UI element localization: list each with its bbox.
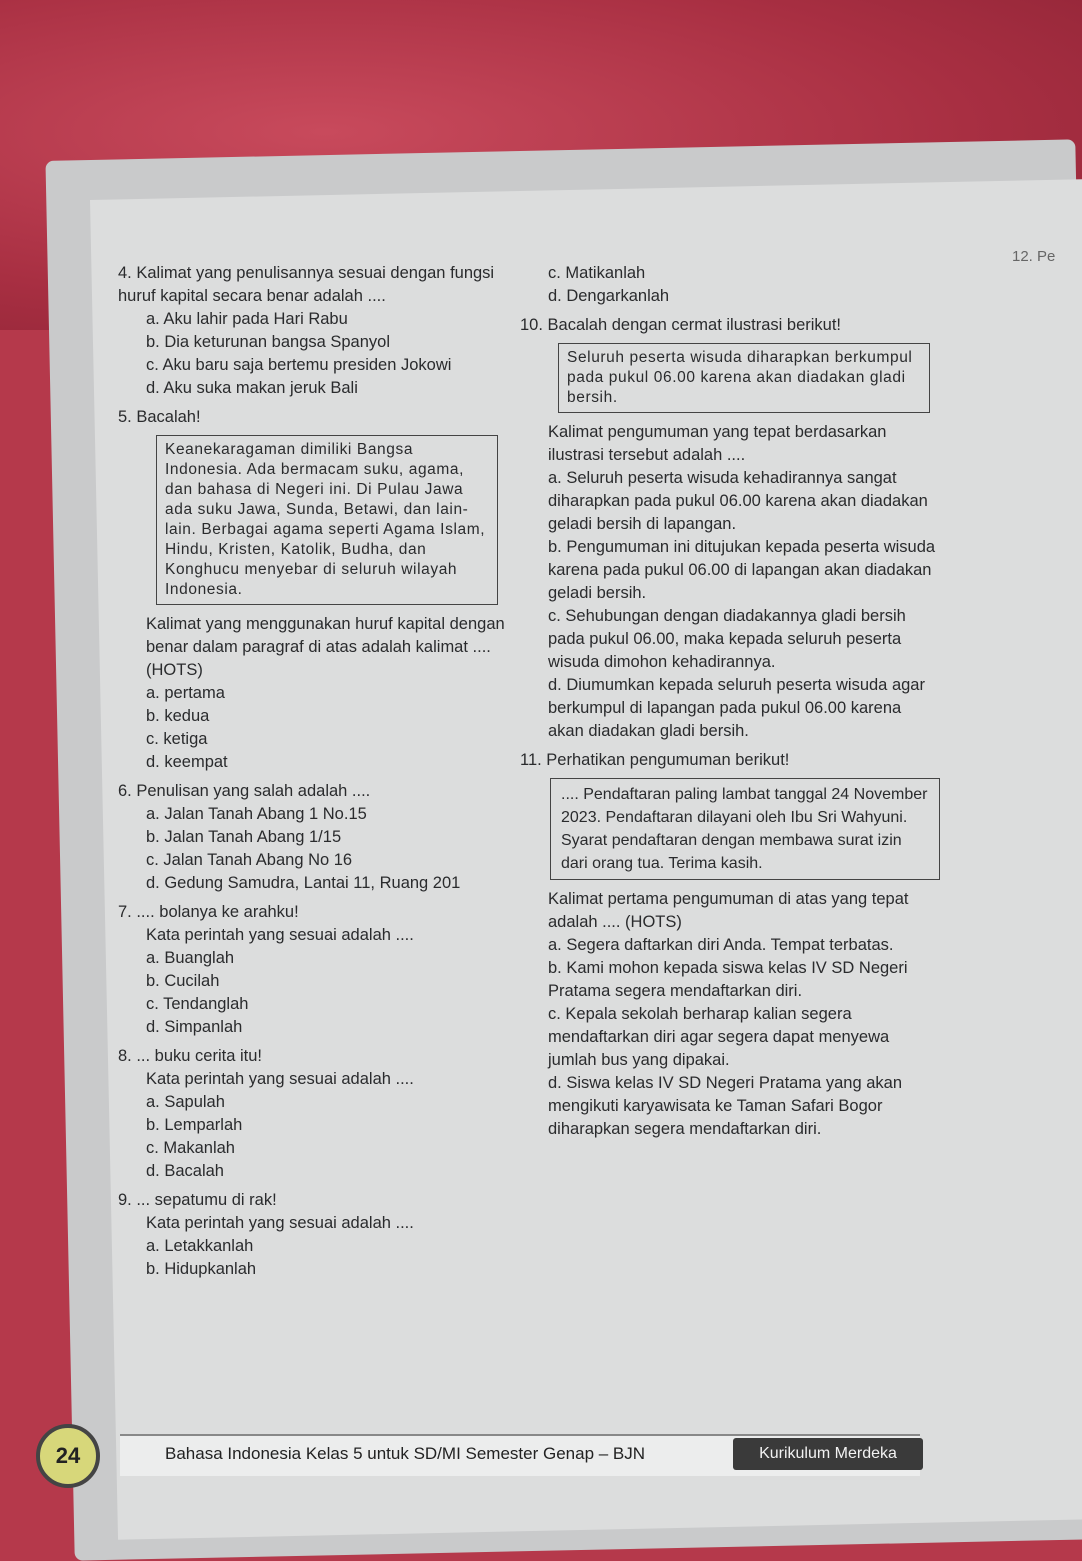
q4-option-a: a. Aku lahir pada Hari Rabu xyxy=(146,310,348,328)
q7-option-a: a. Buanglah xyxy=(146,949,235,967)
q4-option-d: d. Aku suka makan jeruk Bali xyxy=(146,379,358,397)
question-7: 7. .... bolanya ke arahku! xyxy=(118,903,299,921)
question-6: 6. Penulisan yang salah adalah .... xyxy=(118,782,371,800)
q10-option-a: a. Seluruh peserta wisuda kehadirannya sangat diharapkan pada pukul 06.00 karena akan diadakan geladi bersih di lapangan. xyxy=(548,469,928,533)
question-4: 4. Kalimat yang penulisannya sesuai dengan fungsi huruf kapital secara benar adalah .... xyxy=(118,264,495,305)
curriculum-badge: Kurikulum Merdeka xyxy=(733,1438,923,1470)
question-11: 11. Perhatikan pengumuman berikut! xyxy=(520,751,790,769)
q11-notice: .... Pendaftaran paling lambat tanggal 24 November 2023. Pendaftaran dilayani oleh Ibu Sri Wahyuni. Syarat pendaftaran dengan membawa surat izin dari orang tua. Terima kasih. xyxy=(550,778,940,880)
q9-option-b: b. Hidupkanlah xyxy=(146,1260,257,1278)
q7-option-d: d. Simpanlah xyxy=(146,1018,243,1036)
question-8: 8. ... buku cerita itu! xyxy=(118,1047,262,1065)
q6-option-c: c. Jalan Tanah Abang No 16 xyxy=(146,851,353,869)
q5-stem: Kalimat yang menggunakan huruf kapital dengan benar dalam paragraf di atas adalah kalimat .... (HOTS) xyxy=(146,615,505,679)
q7-stem: Kata perintah yang sesuai adalah .... xyxy=(146,926,414,944)
q4-option-c-right: c. Matikanlah xyxy=(548,264,646,282)
q4-option-b: b. Dia keturunan bangsa Spanyol xyxy=(146,333,391,351)
q9-stem: Kata perintah yang sesuai adalah .... xyxy=(146,1214,414,1232)
q5-option-b: b. kedua xyxy=(146,707,210,725)
q10-option-c: c. Sehubungan dengan diadakannya gladi bersih pada pukul 06.00, maka kepada seluruh peserta wisuda dimohon kehadirannya. xyxy=(548,607,906,671)
q8-option-b: b. Lemparlah xyxy=(146,1116,243,1134)
q5-option-d: d. keempat xyxy=(146,753,228,771)
page-footer xyxy=(30,1420,1040,1490)
q10-illustration: Seluruh peserta wisuda diharapkan berkumpul pada pukul 06.00 karena akan diadakan gladi bersih. xyxy=(558,343,930,413)
right-column xyxy=(520,262,940,1141)
left-column xyxy=(118,262,508,1281)
q10-stem: Kalimat pengumuman yang tepat berdasarkan ilustrasi tersebut adalah .... xyxy=(548,423,887,464)
q5-option-a: a. pertama xyxy=(146,684,225,702)
q6-option-d: d. Gedung Samudra, Lantai 11, Ruang 201 xyxy=(146,874,461,892)
q11-stem: Kalimat pertama pengumuman di atas yang tepat adalah .... (HOTS) xyxy=(548,890,909,931)
q5-option-c: c. ketiga xyxy=(146,730,208,748)
next-page-fragment: 12. Pe xyxy=(1012,248,1056,265)
question-5: 5. Bacalah! xyxy=(118,408,201,426)
q8-option-a: a. Sapulah xyxy=(146,1093,225,1111)
page-number: 24 xyxy=(36,1424,100,1488)
q5-passage: Keanekaragaman dimiliki Bangsa Indonesia. Ada bermacam suku, agama, dan bahasa di Negeri ini. Di Pulau Jawa ada suku Jawa, Sunda, Betawi, dan lain-lain. Berbagai agama seperti Agama Islam, Hindu, Kristen, Katolik, Budha, dan Konghucu menyebar di seluruh wilayah Indonesia. xyxy=(156,435,498,605)
q8-option-d: d. Bacalah xyxy=(146,1162,224,1180)
q9-option-a: a. Letakkanlah xyxy=(146,1237,254,1255)
q10-option-b: b. Pengumuman ini ditujukan kepada peserta wisuda karena pada pukul 06.00 di lapangan akan diadakan geladi bersih. xyxy=(548,538,936,602)
q4-option-d-right: d. Dengarkanlah xyxy=(548,287,670,305)
question-9: 9. ... sepatumu di rak! xyxy=(118,1191,277,1209)
q8-stem: Kata perintah yang sesuai adalah .... xyxy=(146,1070,414,1088)
q6-option-a: a. Jalan Tanah Abang 1 No.15 xyxy=(146,805,367,823)
q11-option-a: a. Segera daftarkan diri Anda. Tempat terbatas. xyxy=(548,936,894,954)
book-title: Bahasa Indonesia Kelas 5 untuk SD/MI Semester Genap – BJN xyxy=(165,1444,646,1463)
q4-option-c: c. Aku baru saja bertemu presiden Jokowi xyxy=(146,356,452,374)
q8-option-c: c. Makanlah xyxy=(146,1139,235,1157)
q7-option-b: b. Cucilah xyxy=(146,972,220,990)
q11-option-d: d. Siswa kelas IV SD Negeri Pratama yang akan mengikuti karyawisata ke Taman Safari Bogor diharapkan segera mendaftarkan diri. xyxy=(548,1074,903,1138)
q11-option-c: c. Kepala sekolah berharap kalian segera mendaftarkan diri agar segera dapat menyewa jumlah bus yang dipakai. xyxy=(548,1005,890,1069)
q10-option-d: d. Diumumkan kepada seluruh peserta wisuda agar berkumpul di lapangan pada pukul 06.00 karena akan diadakan gladi bersih. xyxy=(548,676,925,740)
q7-option-c: c. Tendanglah xyxy=(146,995,249,1013)
q11-option-b: b. Kami mohon kepada siswa kelas IV SD Negeri Pratama segera mendaftarkan diri. xyxy=(548,959,908,1000)
q6-option-b: b. Jalan Tanah Abang 1/15 xyxy=(146,828,342,846)
question-10: 10. Bacalah dengan cermat ilustrasi berikut! xyxy=(520,316,842,334)
